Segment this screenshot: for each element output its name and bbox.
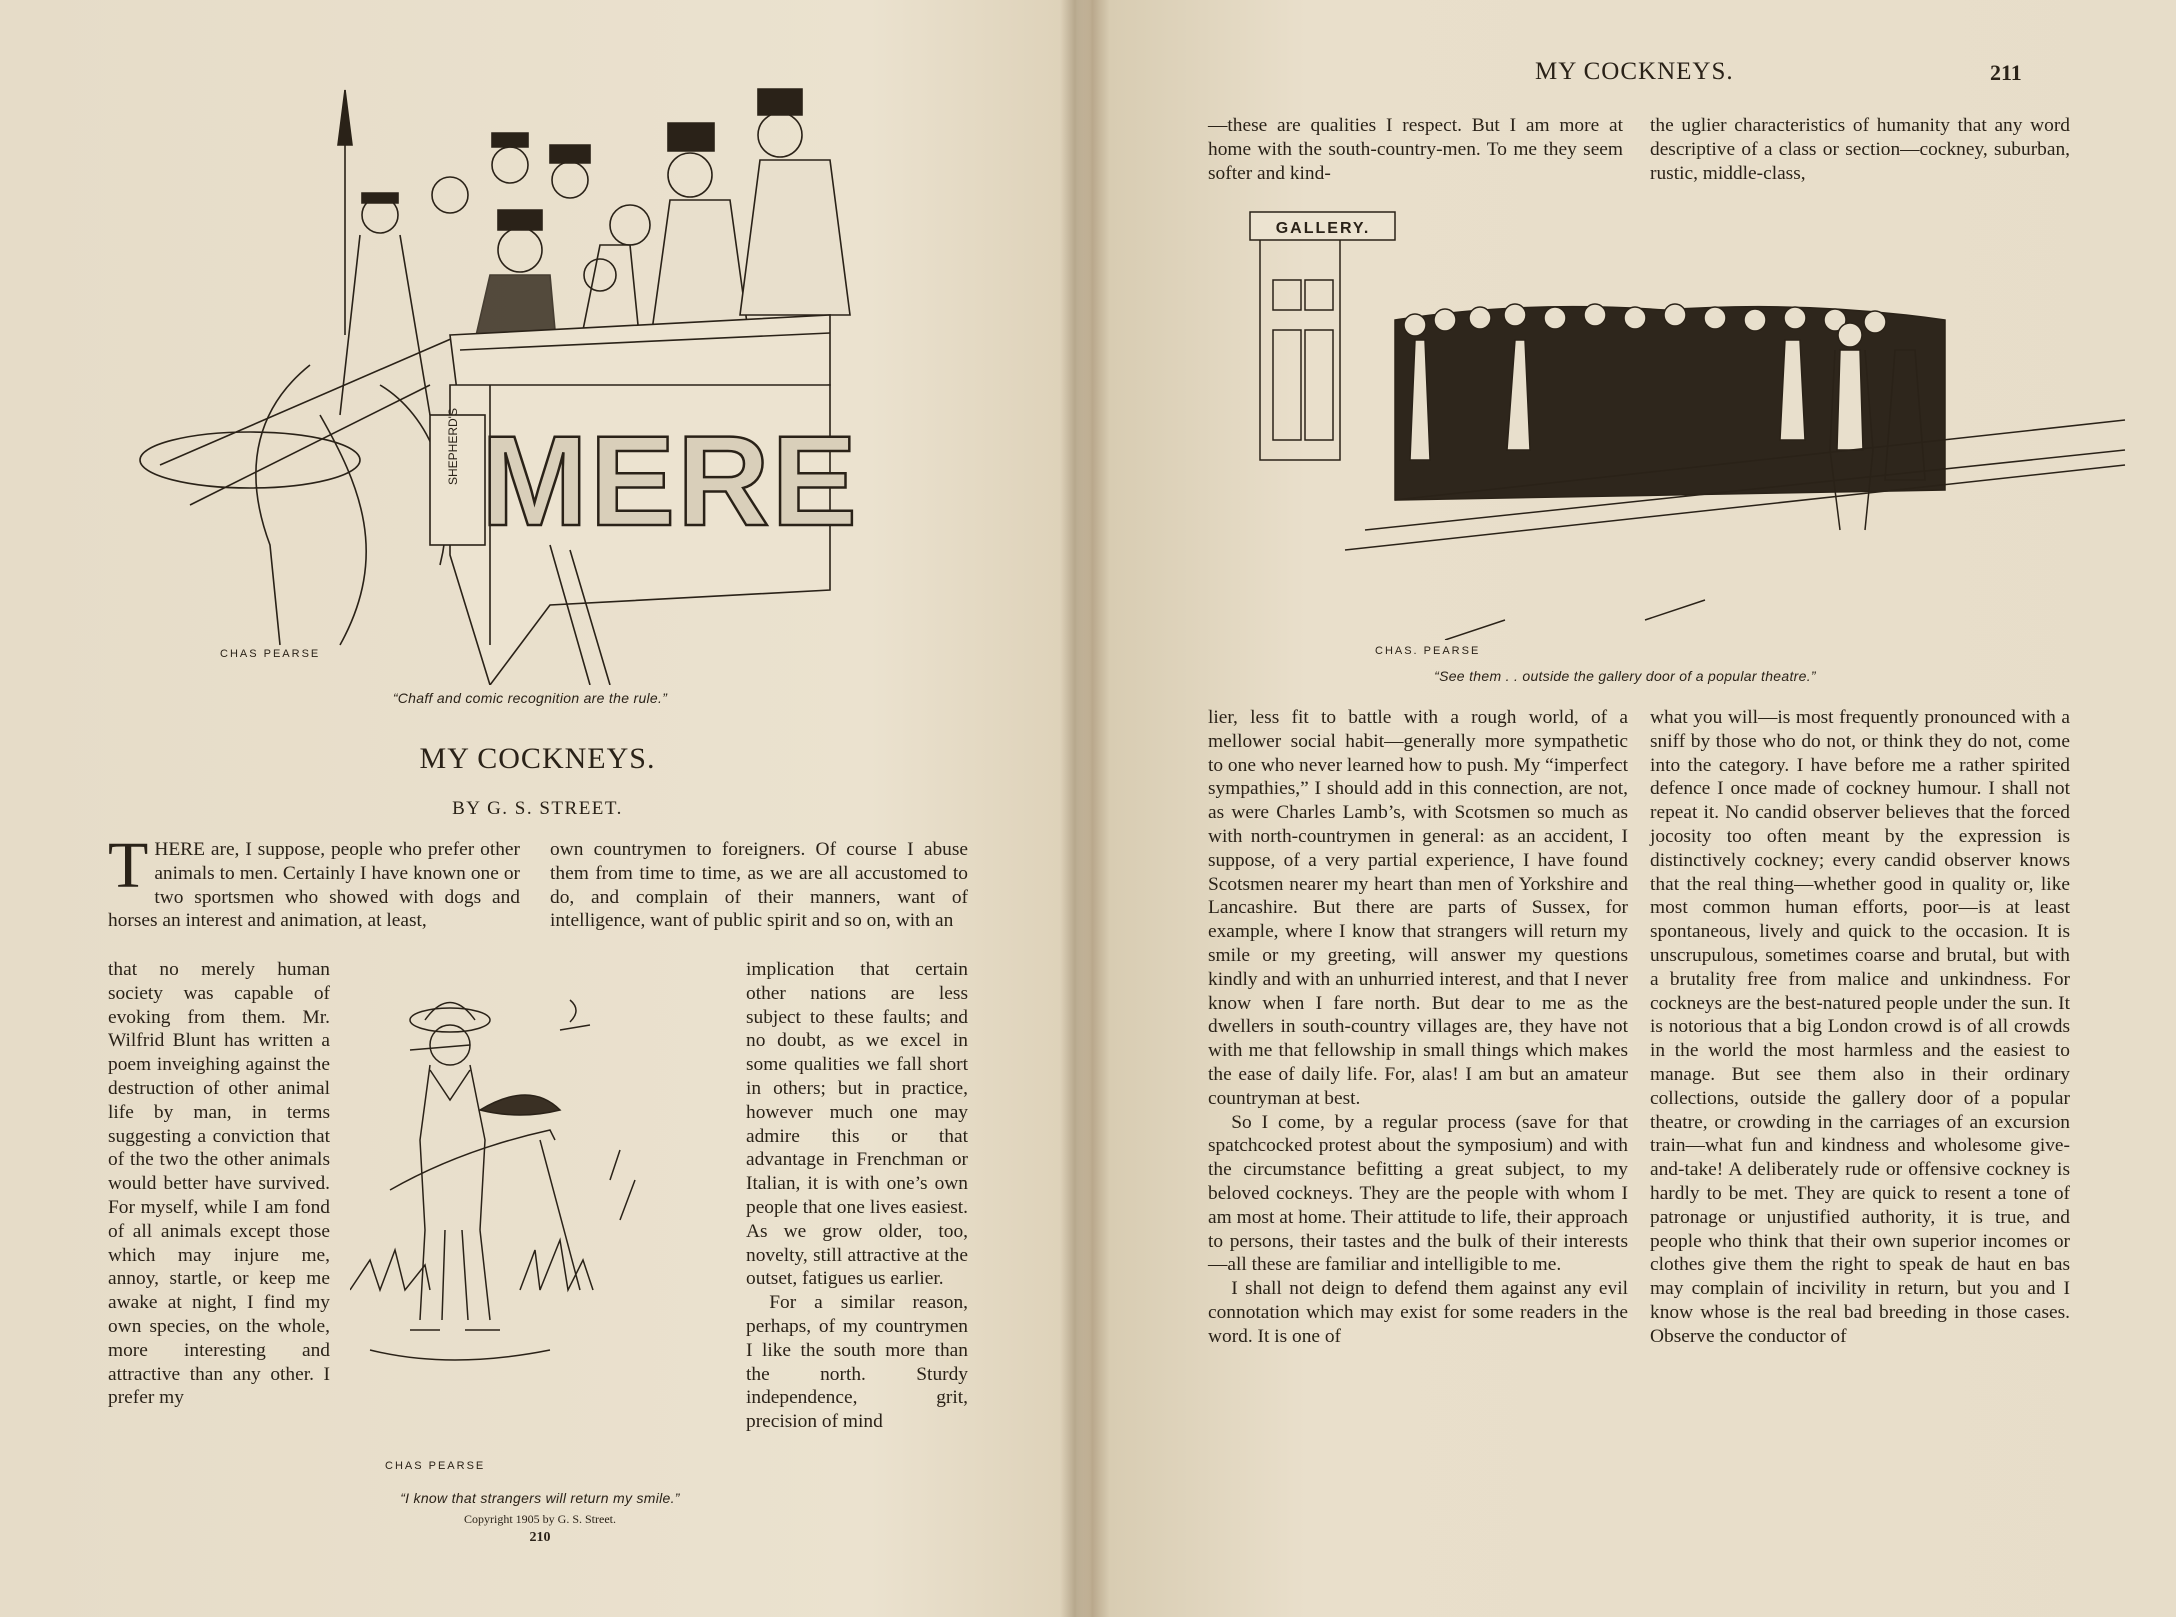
country-boy-illustration xyxy=(350,990,730,1410)
intro-column-1-text: HERE are, I suppose, people who prefer other animals to men. Certainly I have known one or two sportsmen who showed with dogs and horses an interest and animation, at least, xyxy=(108,839,520,932)
narrow-column-1 xyxy=(108,958,330,1410)
left-page xyxy=(0,0,1075,1617)
page-number-211: 211 xyxy=(1990,60,2022,85)
middle-illustration-signature: CHAS PEARSE xyxy=(385,1460,486,1472)
body-column-2 xyxy=(1650,706,2070,1349)
article-byline: BY G. S. STREET. xyxy=(452,798,623,819)
gallery-illustration-caption: “See them . . outside the gallery door of a popular theatre.” xyxy=(1434,668,1816,684)
omnibus-sign-text: MERE xyxy=(481,410,859,553)
top-column-2-text: the uglier characteristics of humanity that any word descriptive of a class or section—cockney, suburban, rustic, middle-class, xyxy=(1650,115,2070,184)
body-column-1 xyxy=(1208,706,1628,1349)
top-column-2 xyxy=(1650,114,2070,185)
page-number-210: 210 xyxy=(529,1530,551,1545)
copyright-line: Copyright 1905 by G. S. Street. xyxy=(464,1512,616,1526)
gallery-sign-text: GALLERY. xyxy=(1275,220,1371,237)
body-column-2-text: what you will—is most frequently pronounced with a sniff by those who do not, or think they do not, come into the category. I have before me a rather spirited defence I once made of cockney humour. I shall not repeat it. No candid observer believes that the forced jocosity too often meant by the expression is distinctively cockney; every candid observer knows that the real thing—whether good in quality or, like most common human efforts, poor—is at least spontaneous, lively and quick to the occasion. It is unscrupulous, sometimes coarse and brutal, but with a brutality free from malice and unkindness. For cockneys are the best-natured people under the sun. It is notorious that a big London crowd is of all crowds in the world the most harmless and the easiest to manage. But see them also in their ordinary collections, outside the gallery door of a popular theatre, or crowding in the carriages of an excursion train—what fun and kindness and wholesome give-and-take! A deliberately rude or offensive cockney is hardly to be met. They are quick to resent a tone of patronage or unjustified authority, it is true, and people who think that their own superior incomes or clothes give them the right to speak de haut en bas may complain of incivility in return, but you and I know whose is the real bad breeding in those cases. Observe the conductor of xyxy=(1650,707,2070,1347)
intro-column-2-text: own countrymen to foreigners. Of course I abuse them from time to time, as we are all accustomed to do, and complain of their manners, want of intelligence, want of public spirit and so on, with an xyxy=(550,839,968,932)
narrow-column-2 xyxy=(746,958,968,1434)
drop-cap: T xyxy=(108,829,149,902)
right-page xyxy=(1085,0,2176,1617)
intro-column-2 xyxy=(550,838,968,933)
gallery-illustration-signature: CHAS. PEARSE xyxy=(1375,645,1481,657)
narrow-column-2-para-2: For a similar reason, perhaps, of my countrymen I like the south more than the north. Sturdy independence, grit, precision of mind xyxy=(746,1292,968,1433)
gallery-queue-illustration xyxy=(1245,200,2145,640)
body-column-1-para-1: lier, less fit to battle with a rough world, of a mellower social habit—generally more sympathetic to one who never learned how to push. My “imperfect sympathies,” I should add in this connection, are not, as were Charles Lamb’s, with Scotsmen so much as with north-countrymen in general: as an accident, I suppose, of a very partial experience, I have found Scotsmen nearer my heart than men of Yorkshire and Lancashire. But there are parts of Sussex, for example, where I know that strangers will return my smile or my greeting, will answer my questions kindly and with an unhurried interest, and that I never know when I fare north. But dear to me as the dwellers in south-country villages are, they have not with me that fellowship in small things which makes the ease of daily life. For, alas! I am but an amateur countryman at best. xyxy=(1208,707,1629,1109)
omnibus-illustration xyxy=(130,85,960,685)
body-column-1-para-3: I shall not deign to defend them against any evil connotation which may exist for some readers in the word. It is one of xyxy=(1208,1278,1628,1347)
narrow-column-2-para-1: implication that certain other nations are less subject to these faults; and no doubt, as we excel in some qualities we fall short in others; but in practice, however much one may admire this or that advantage in Frenchman or Italian, it is with one’s own people that one lives easiest. As we grow older, too, novelty, still attractive at the outset, fatigues us earlier. xyxy=(746,959,968,1290)
top-column-1-text: —these are qualities I respect. But I am more at home with the south-country-men. To me they seem softer and kind- xyxy=(1208,115,1623,184)
top-illustration-caption: “Chaff and comic recognition are the rule.” xyxy=(392,690,668,706)
top-column-1 xyxy=(1208,114,1623,185)
narrow-column-1-text: that no merely human society was capable of evoking from them. Mr. Wilfrid Blunt has written a poem inveighing against the destruction of other animal life by man, in terms suggesting a conviction that of the two the other animals would better have survived. For myself, while I am fond of all animals except those which may injure me, annoy, startle, or keep me awake at night, I find my own species, on the whole, more interesting and attractive than any other. I prefer my xyxy=(108,959,330,1409)
top-illustration-signature: CHAS PEARSE xyxy=(220,648,321,660)
running-head: MY COCKNEYS. xyxy=(1535,58,1734,85)
article-title: MY COCKNEYS. xyxy=(419,742,656,775)
omnibus-small-sign: SHEPHERD'S xyxy=(446,408,460,485)
middle-illustration-caption: “I know that strangers will return my smile.” xyxy=(400,1490,680,1506)
body-column-1-para-2: So I come, by a regular process (save for that spatchcocked protest about the symposium) and with the circumstance befitting a great subject, to my beloved cockneys. They are the people with whom I am most at home. Their attitude to life, their approach to persons, their tastes and the bulk of their interests—all these are familiar and intelligible to me. xyxy=(1208,1111,1628,1276)
intro-column-1 xyxy=(108,829,520,933)
